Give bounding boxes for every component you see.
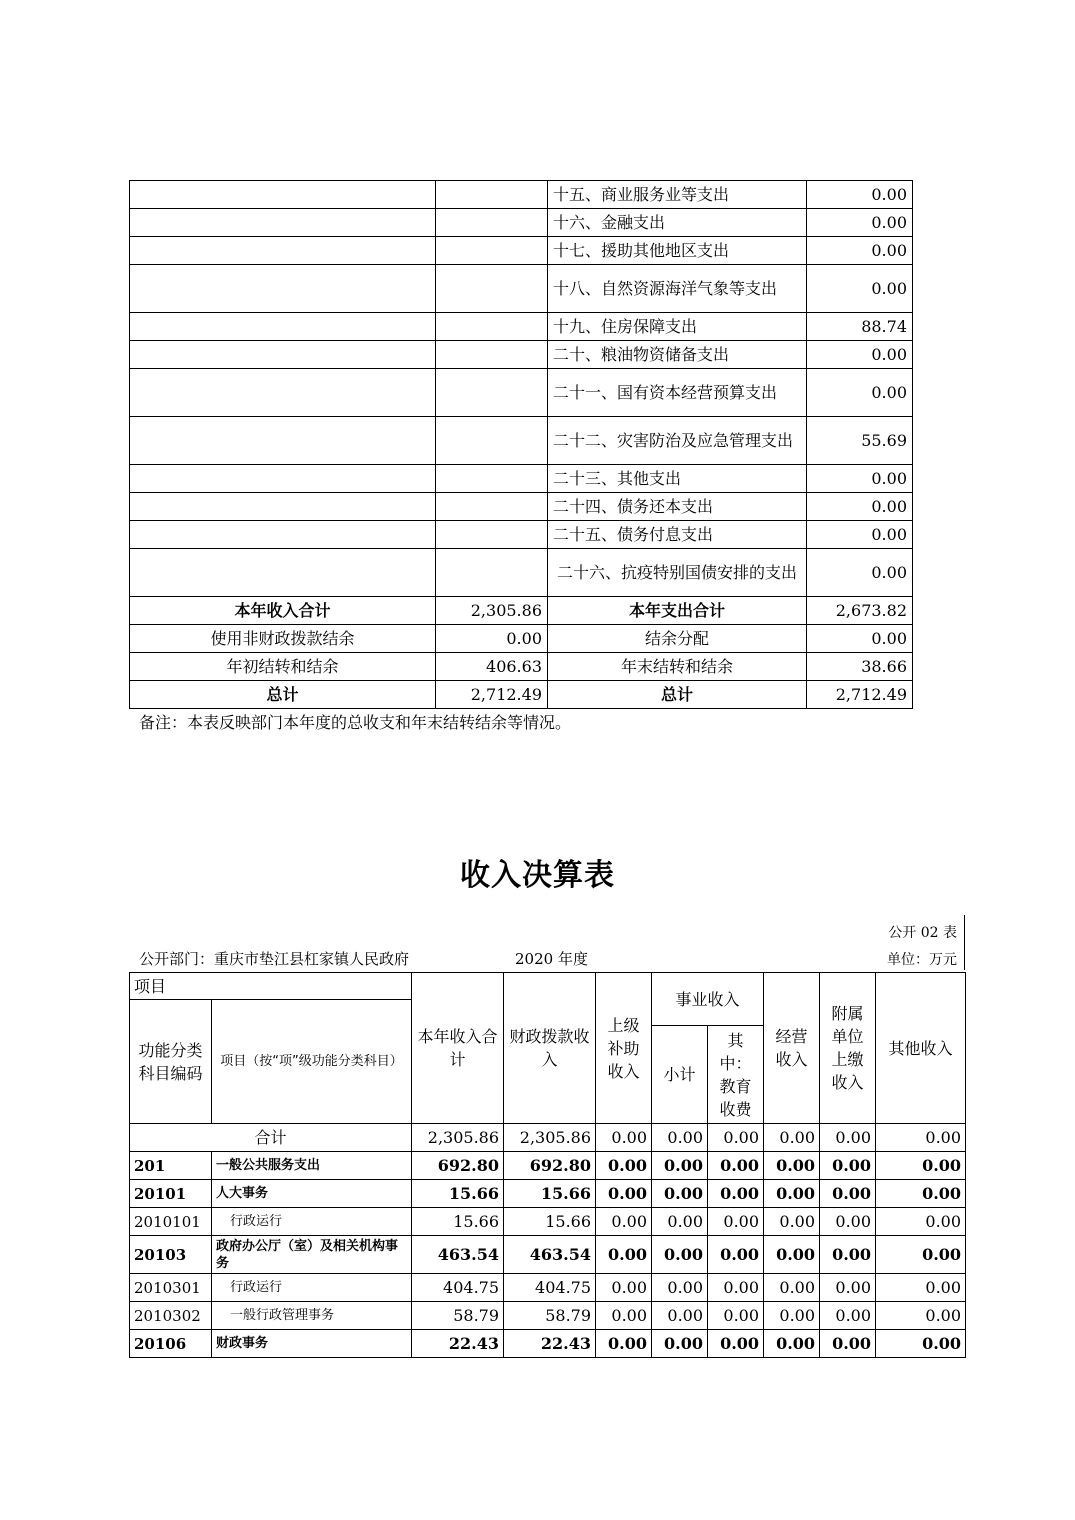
table-number: 公开 02 表 (888, 925, 957, 941)
value-cell: 0.00 (652, 1152, 708, 1180)
page-title: 收入决算表 (460, 858, 615, 893)
table-row (130, 417, 913, 465)
value-cell: 0.00 (764, 1208, 820, 1236)
value-cell: 0.00 (708, 1124, 764, 1152)
name-cell: 行政运行 (212, 1208, 412, 1236)
name-cell: 财政事务 (212, 1330, 412, 1358)
income-label: 总计 (130, 681, 436, 709)
value-cell: 0.00 (876, 1274, 966, 1302)
income-label: 使用非财政拨款结余 (130, 625, 436, 653)
header-other: 其他收入 (876, 973, 966, 1124)
table-row (130, 1330, 966, 1358)
expense-label: 二十、粮油物资储备支出 (548, 341, 807, 369)
header-subtotal: 小计 (652, 1026, 708, 1124)
value-cell: 0.00 (876, 1124, 966, 1152)
value-cell: 0.00 (708, 1302, 764, 1330)
value-cell: 15.66 (504, 1208, 596, 1236)
expense-value: 0.00 (807, 369, 913, 417)
expense-label: 二十四、债务还本支出 (548, 493, 807, 521)
expense-value: 0.00 (807, 209, 913, 237)
value-cell: 692.80 (412, 1152, 504, 1180)
name-cell: 一般公共服务支出 (212, 1152, 412, 1180)
value-cell: 404.75 (504, 1274, 596, 1302)
value-cell: 0.00 (652, 1208, 708, 1236)
value-cell: 2,305.86 (504, 1124, 596, 1152)
summary-row (130, 681, 913, 709)
table-row (130, 369, 913, 417)
value-cell: 0.00 (820, 1180, 876, 1208)
expense-value: 2,673.82 (807, 597, 913, 625)
value-cell: 0.00 (764, 1302, 820, 1330)
value-cell: 692.80 (504, 1152, 596, 1180)
expense-value: 0.00 (807, 625, 913, 653)
value-cell: 0.00 (764, 1152, 820, 1180)
value-cell: 58.79 (504, 1302, 596, 1330)
expense-label: 总计 (548, 681, 807, 709)
header-item: 项目 (130, 973, 412, 1000)
total-label: 合计 (130, 1124, 412, 1152)
value-cell: 0.00 (820, 1274, 876, 1302)
value-cell: 15.66 (412, 1180, 504, 1208)
value-cell: 0.00 (876, 1152, 966, 1180)
table-row (130, 1302, 966, 1330)
value-cell: 404.75 (412, 1274, 504, 1302)
table-row (130, 521, 913, 549)
value-cell: 0.00 (596, 1236, 652, 1274)
value-cell: 0.00 (820, 1124, 876, 1152)
value-cell: 0.00 (820, 1330, 876, 1358)
header-superior: 上级补助收入 (596, 973, 652, 1124)
expense-label: 二十五、债务付息支出 (548, 521, 807, 549)
income-value: 2,712.49 (436, 681, 548, 709)
value-cell: 15.66 (504, 1180, 596, 1208)
expense-value: 0.00 (807, 341, 913, 369)
unit-label: 单位：万元 (887, 952, 957, 968)
code-cell: 2010101 (130, 1208, 212, 1236)
table-note: 备注：本表反映部门本年度的总收支和年末结转结余等情况。 (139, 713, 572, 732)
value-cell: 0.00 (708, 1208, 764, 1236)
expense-value: 38.66 (807, 653, 913, 681)
table-row (130, 493, 913, 521)
code-cell: 2010301 (130, 1274, 212, 1302)
header-total: 本年收入合计 (412, 973, 504, 1124)
value-cell: 0.00 (764, 1236, 820, 1274)
value-cell: 0.00 (876, 1302, 966, 1330)
expense-value: 0.00 (807, 549, 913, 597)
value-cell: 0.00 (652, 1274, 708, 1302)
value-cell: 0.00 (820, 1208, 876, 1236)
table-row (130, 1208, 966, 1236)
total-row (130, 1124, 966, 1152)
name-cell: 人大事务 (212, 1180, 412, 1208)
expense-value: 0.00 (807, 521, 913, 549)
value-cell: 0.00 (596, 1330, 652, 1358)
department-label: 公开部门：重庆市垫江县杠家镇人民政府 (139, 950, 410, 968)
summary-row (130, 625, 913, 653)
header-name: 项目（按“项”级功能分类科目） (212, 1000, 412, 1124)
value-cell: 0.00 (708, 1274, 764, 1302)
value-cell: 463.54 (504, 1236, 596, 1274)
expense-value: 0.00 (807, 181, 913, 209)
value-cell: 22.43 (504, 1330, 596, 1358)
header-business: 事业收入 (652, 973, 764, 1026)
value-cell: 0.00 (876, 1180, 966, 1208)
summary-row (130, 597, 913, 625)
table-row (130, 465, 913, 493)
value-cell: 0.00 (596, 1274, 652, 1302)
value-cell: 0.00 (764, 1274, 820, 1302)
expense-value: 0.00 (807, 265, 913, 313)
income-value: 2,305.86 (436, 597, 548, 625)
expense-label: 结余分配 (548, 625, 807, 653)
year-label: 2020 年度 (515, 950, 588, 968)
summary-row (130, 653, 913, 681)
value-cell: 22.43 (412, 1330, 504, 1358)
value-cell: 0.00 (820, 1302, 876, 1330)
value-cell: 0.00 (652, 1302, 708, 1330)
value-cell: 463.54 (412, 1236, 504, 1274)
code-cell: 201 (130, 1152, 212, 1180)
expense-value: 0.00 (807, 465, 913, 493)
value-cell: 0.00 (596, 1180, 652, 1208)
value-cell: 0.00 (820, 1152, 876, 1180)
value-cell: 0.00 (596, 1302, 652, 1330)
value-cell: 0.00 (764, 1330, 820, 1358)
value-cell: 0.00 (764, 1124, 820, 1152)
income-label: 本年收入合计 (130, 597, 436, 625)
expense-label: 十五、商业服务业等支出 (548, 181, 807, 209)
value-cell: 0.00 (764, 1180, 820, 1208)
value-cell: 0.00 (596, 1152, 652, 1180)
name-cell: 行政运行 (212, 1274, 412, 1302)
table-row (130, 549, 913, 597)
table-row (130, 1274, 966, 1302)
value-cell: 0.00 (876, 1330, 966, 1358)
income-value: 0.00 (436, 625, 548, 653)
header-operating: 经营收入 (764, 973, 820, 1124)
expense-value: 2,712.49 (807, 681, 913, 709)
value-cell: 0.00 (596, 1124, 652, 1152)
value-cell: 0.00 (652, 1124, 708, 1152)
code-cell: 20106 (130, 1330, 212, 1358)
value-cell: 0.00 (708, 1152, 764, 1180)
value-cell: 2,305.86 (412, 1124, 504, 1152)
header-fiscal: 财政拨款收入 (504, 973, 596, 1124)
value-cell: 0.00 (708, 1236, 764, 1274)
table-row (130, 1152, 966, 1180)
header-edu: 其中：教育收费 (708, 1026, 764, 1124)
expense-label: 二十三、其他支出 (548, 465, 807, 493)
header-code: 功能分类科目编码 (130, 1000, 212, 1124)
value-cell: 0.00 (652, 1180, 708, 1208)
expense-label: 十九、住房保障支出 (548, 313, 807, 341)
expense-label: 十八、自然资源海洋气象等支出 (548, 265, 807, 313)
expense-label: 二十六、抗疫特别国债安排的支出 (548, 549, 807, 597)
value-cell: 0.00 (596, 1208, 652, 1236)
code-cell: 20103 (130, 1236, 212, 1274)
income-value: 406.63 (436, 653, 548, 681)
value-cell: 0.00 (708, 1180, 764, 1208)
table-row (130, 313, 913, 341)
name-cell: 一般行政管理事务 (212, 1302, 412, 1330)
expense-value: 0.00 (807, 493, 913, 521)
value-cell: 0.00 (708, 1330, 764, 1358)
code-cell: 2010302 (130, 1302, 212, 1330)
expense-label: 二十一、国有资本经营预算支出 (548, 369, 807, 417)
value-cell: 0.00 (876, 1208, 966, 1236)
expense-value: 55.69 (807, 417, 913, 465)
table-row (130, 181, 913, 209)
table-row (130, 341, 913, 369)
expense-label: 本年支出合计 (548, 597, 807, 625)
budget-summary-table (129, 180, 913, 709)
value-cell: 58.79 (412, 1302, 504, 1330)
expense-label: 二十二、灾害防治及应急管理支出 (548, 417, 807, 465)
value-cell: 0.00 (876, 1236, 966, 1274)
expense-label: 年末结转和结余 (548, 653, 807, 681)
value-cell: 0.00 (820, 1236, 876, 1274)
expense-label: 十七、援助其他地区支出 (548, 237, 807, 265)
code-cell: 20101 (130, 1180, 212, 1208)
value-cell: 0.00 (652, 1236, 708, 1274)
name-cell: 政府办公厅（室）及相关机构事务 (212, 1236, 412, 1274)
expense-value: 0.00 (807, 237, 913, 265)
income-table (129, 972, 966, 1358)
expense-label: 十六、金融支出 (548, 209, 807, 237)
expense-value: 88.74 (807, 313, 913, 341)
value-cell: 0.00 (652, 1330, 708, 1358)
table-row (130, 1180, 966, 1208)
table-row (130, 1236, 966, 1274)
income-label: 年初结转和结余 (130, 653, 436, 681)
table-row (130, 265, 913, 313)
header-affiliated: 附属单位上缴收入 (820, 973, 876, 1124)
table-row (130, 237, 913, 265)
table-row (130, 209, 913, 237)
divider (964, 915, 965, 970)
value-cell: 15.66 (412, 1208, 504, 1236)
